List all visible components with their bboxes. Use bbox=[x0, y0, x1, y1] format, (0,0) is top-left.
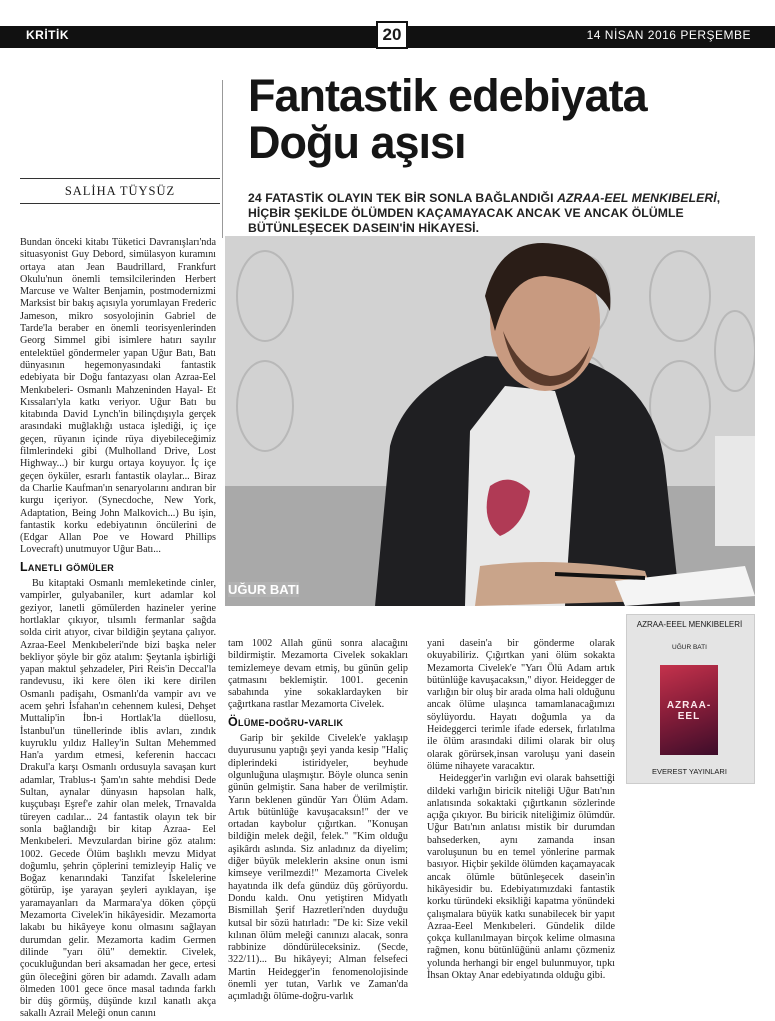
column-divider bbox=[222, 80, 223, 238]
article-column-2 bbox=[228, 638, 408, 1004]
article-paragraph: Bundan önceki kitabı Tüketici Davranışları'nda situasyonist Guy Debord, simülasyon kuramını ortaya atan Jean Baudrillard, Frankfurt Okulu'nun önemli temsilcilerinden Herbert Marcuse ve Walter Benjamin, postmodernizmi Marksist bir bakış açısıyla yorumlayan Frederic Jameson, mikro sosyolojinin Gabriel de Tarde'la beraber en önemli teorisyenlerinden Georg Simmel gibi isimlere hatırı sayılır entelektüel göndermeler yapan Uğur Batı, Batı dünyasının hegemonyasındaki fantastik edebiyata bir Doğu fantazyası olan Azraa-Eel Menkıbeleri- Osmanlı Mahzeninden Hayal- Et Kıssaları'yla katkı veriyor. Uğur Batı bu kitabında David Lynch'in bilinçdışıyla gerçek arasındaki muğlaklığı ustaca işlediği, iç içe geçen, rüyanın içinde rüya diyebileceğimiz filmlerindeki gibi (Mulholland Drive, Lost Highway...) bir kurgu ortaya koyuyor. İç içe geçen öyküler, esrarlı fantastik olaylar... Biraz da Charlie Kaufman'ın senaryolarını andıran bir kurgu içeriyor. (Synecdoche, New York, Adaptation, Being John Malkovich...) Bu işin, fantastik korku edebiyatının öncülerini de (Edgar Allan Poe ve Howard Phillips Lovecraft) unutmuyor Uğur Batı... bbox=[20, 237, 216, 556]
headline bbox=[248, 72, 728, 166]
deck-text-2: , HİÇBİR ŞEKİLDE ÖLÜMDEN KAÇAMAYACAK ANCAK VE ANCAK ÖLÜMLE BÜTÜNLEŞECEK DASEIN'İN HİKAYESİ. bbox=[248, 191, 721, 235]
book-author: UĞUR BATI bbox=[672, 644, 707, 651]
deck-book-title: AZRAA-EEL MENKIBELERİ bbox=[557, 191, 717, 205]
article-paragraph: tam 1002 Allah günü sonra alacağını bildirmiştir. Mezamorta Civelek sokakları temizlemeye devam etmiş, bu günün gelip çatmasını beklemiştir. 1001. gecenin sabahında yine sokaklardayken bir çağırtkana rastlar Mezamorta Civelek. bbox=[228, 638, 408, 711]
deck-text-1: 24 FATASTİK OLAYIN TEK BİR SONLA BAĞLANDIĞI bbox=[248, 191, 558, 205]
article-paragraph: yani dasein'a bir gönderme olarak okuyabiliriz. Çığırtkan yani ölüm sokakta Mezamorta Civelek'e "Yarı Ölü Adam artık bütünlüğe kavuşacaksın," diyor. Heidegger de varlığın bir oluş bir arada olma hali olduğunu ancak ölüme ulaşınca tamamlanacağımızı söylüyordu. Hayatı doğumla ya da Heideggerci terimle ifade edersek, fırlatılma ile ölüm arasındaki dilimi olarak bir oluş olarak görürsek,insan varoluşu yani dasein ölüme nihayete varacaktır. bbox=[427, 638, 615, 772]
section-name: KRİTİK bbox=[26, 28, 69, 42]
article-paragraph: Heidegger'in varlığın evi olarak bahsettiği dildeki varlığın biricik niteliği Uğur Batı'nın anlatısında sokaktaki çığırtkanın sözlerinde açığa çıkıyor. Bu biricik niteliğimiz ölümdür. Uğur Batı'nın anlatısı mistik bir durumdan bahsederken, aynı zamanda insan varoluşunun bu en temel yönlerine parmak basıyor. Hiçbir şekilde ölümden kaçamayacak ancak ölümle bütünleşecek dasein'in hikâyesidir bu. Edebiyatımızdaki fantastik korku türündeki eksikliği kapatma yönündeki çalışmalara büyük katkı sunabilecek bir yapıt Azraa-Eeel Menkıbeleri. Gündelik dilde çokça kullanılmayan birçok kelime olmasına rağmen, konu bütünlüğünü anlamı çözmeniz yolunda herhangi bir engel bulunmuyor, tıpkı İhsan Oktay Anar edebiyatında olduğu gibi. bbox=[427, 773, 615, 982]
headline-line-2: Doğu aşısı bbox=[248, 117, 466, 168]
page-number: 20 bbox=[376, 21, 408, 49]
article-paragraph: Garip bir şekilde Civelek'e yaklaşıp duyurusunu yaptığı şeyi yanda kesip "Haliç diplerindeki istiridyeler, beyhude olgunluğuna ulaşmıştır. Böyle olunca senin günün gelmiştir. Sana haber de verilmiştir. Yarın beklenen gündür Yarı Ölüm Adam. Artık bütünlüğe kavuşacaksın!" der ve ortadan kaybolur çığırtkan. "Konuşan bildiğin melek değil, felek." "Kim olduğu aşikârdı aslında. Siz anladınız da diyelim; diğer büyük meleklerin aksine onun ismi kimseye verilmezdi!" Mezamorta Civelek hayatında ilk defa gündüz düş görüyordu. Dondu kaldı. Onu yetiştiren Midyatlı Bismillah Şerif Hazretleri'nden duyduğu kutsal bir sözü hatırladı: "De ki: Size vekil kılınan ölüm meleği canınızı alacak, sonra rabbinize döndürüleceksiniz. (Secde, 322/11)... Bu hikâyeyi; Alman felsefeci Martin Heidegger'in fenomenolojisinde önemli yer tutan, Varlık ve Zaman'da açımladığı ölüme-doğru-varlık bbox=[228, 733, 408, 1003]
article-column-1 bbox=[20, 237, 216, 1021]
book-series-title: AZRAA-EEEL MENKIBELERİ bbox=[636, 620, 743, 629]
article-column-3 bbox=[427, 638, 615, 982]
headline-line-1: Fantastik edebiyata bbox=[248, 70, 647, 121]
book-cover-title: AZRAA-EEL bbox=[666, 700, 712, 722]
author-photo bbox=[225, 236, 755, 606]
article-paragraph: Bu kitaptaki Osmanlı memleketinde cinler, vampirler, gulyabaniler, kurt adamlar kol geziyor, lanetli gömülerden hazineler yerine hortlaklar çıkıyor, tılsımlı fermanlar sağda solda cirit atıyor, civar bildiğin şeytana çalıyor. Azraa-Eeel Menkıbeleri'nde bizi başka neler bekliyor şöyle bir göz atalım: Şeytanla işbirliği yapan maktul şehzadeler, Piri Reis'in Deccal'la randevusu, iki kere ölen iki kere dirilen Osmanlı padişahı, Osmanlı'da vampir avı ve acem şehri İsfahan'ın cehennem kulesi, Dehşet Muttalip'in İbn-i Hortlak'la düellosu, İstanbul'un tünellerinde iblis avları, zındık kuyruklu yıldız Halley'in Sultan Mehemmed Han'a yardım etmesi, keferenin haccacı Drakul'a karşı Osmanlı ordusuyla savaşan kurt adamlar, Trablus-ı Şam'ın sahte mehdisi Dede Sultan, aynalar dünyasın hapsolan halk, kuşçubaşı Eşref'e zahir olan melek, Trnavalda türeyen cadılar... 24 fantastik olayın tek bir sonla bağlandığı bir kitap Azraa- Eel Menkıbeleri. Mevzulardan birine göz atalım: 1002. Gecede Ölüm başlıklı mevzu Midyat doğumlu, şehrin çöplerini temizleyip Haliç ve Boğaz kenarındaki Tanzifat İskelelerine götürüp, işe yarayan şeyleri ayıklayan, işe yaramayanları da Marmara'ya döken çöpçü Mezamorta Civelek'in hikâyesidir. Mezamorta lakabı bu hikâyeye konu olmasını sağlayan durumdan gelir. Mezamorta kadim Germen dilinde "yarı ölü" demektir. Civelek, çocukluğundan beri aksamadan her gece, ertesi gün öleceğini gören bir adamdı. Zavallı adam ölmeden 1001 gece önce masal tadında farklı bir düş görmüş, düşünde kızıl kanatlı akça sakallı Azrail Meleği onun canını bbox=[20, 578, 216, 1020]
byline-rule-top bbox=[20, 178, 220, 179]
issue-date: 14 NİSAN 2016 PERŞEMBE bbox=[586, 28, 751, 42]
photo-caption: UĞUR BATI bbox=[228, 582, 300, 597]
byline-rule-bottom bbox=[20, 203, 220, 204]
subheading-2: Ölüme-doğru-varlık bbox=[228, 714, 344, 729]
author-photo-illustration bbox=[225, 236, 755, 606]
book-publisher: EVEREST YAYINLARI bbox=[652, 767, 727, 776]
byline: SALİHA TÜYSÜZ bbox=[64, 184, 176, 198]
subheading-1: Lanetli gömüler bbox=[20, 559, 115, 574]
deck bbox=[248, 191, 748, 236]
